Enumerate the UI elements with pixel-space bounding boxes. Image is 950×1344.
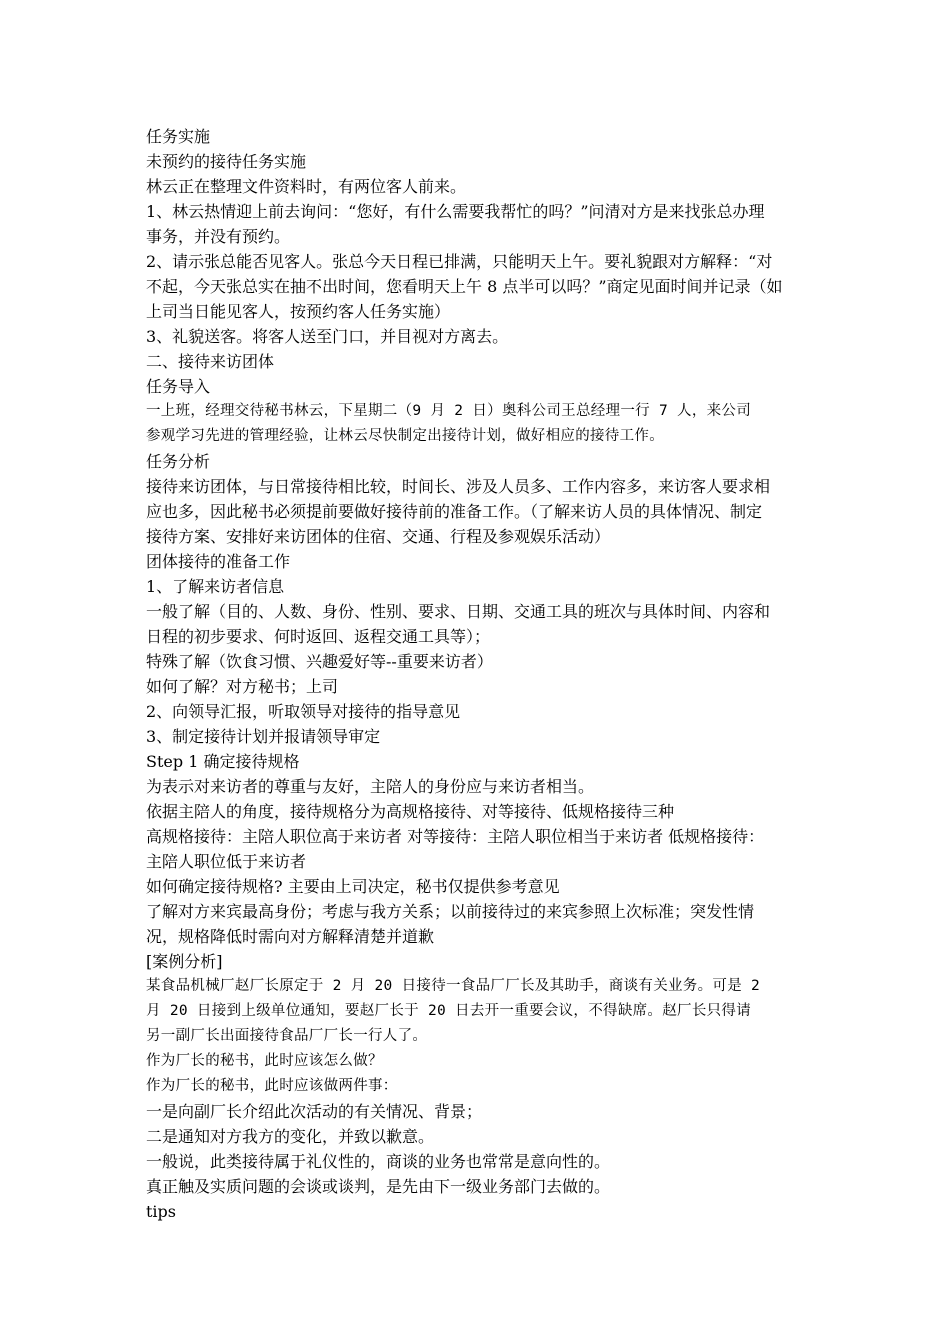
document-line: 接待方案、安排好来访团体的住宿、交通、行程及参观娱乐活动） — [146, 527, 611, 546]
document-line: 况，规格降低时需向对方解释清楚并道歉 — [146, 927, 435, 946]
document-line: 应也多，因此秘书必须提前要做好接待前的准备工作。（了解来访人员的具体情况、制定 — [146, 502, 763, 521]
document-line: 月 20 日接到上级单位通知，要赵厂长于 20 日去开一重要会议，不得缺席。赵厂长只得请 — [146, 1003, 752, 1019]
document-line: 二、接待来访团体 — [146, 352, 275, 371]
document-line: 任务实施 — [146, 127, 211, 146]
document-line: [案例分析] — [146, 952, 223, 971]
document-line: 主陪人职位低于来访者 — [146, 852, 307, 871]
document-line: 如何了解？对方秘书；上司 — [146, 677, 339, 696]
document-line: 任务导入 — [146, 377, 211, 396]
document-line: 一是向副厂长介绍此次活动的有关情况、背景； — [146, 1102, 483, 1121]
document-line: 二是通知对方我方的变化，并致以歉意。 — [146, 1127, 435, 1146]
document-line: 2、请示张总能否见客人。张总今天日程已排满，只能明天上午。要礼貌跟对方解释：“对 — [146, 252, 773, 271]
document-line: 林云正在整理文件资料时，有两位客人前来。 — [146, 177, 467, 196]
document-line: 作为厂长的秘书，此时应该做两件事： — [146, 1078, 398, 1094]
document-line: 任务分析 — [146, 452, 211, 471]
document-page — [146, 124, 806, 1224]
document-line: 3、制定接待计划并报请领导审定 — [146, 727, 381, 746]
document-line: 日程的初步要求、何时返回、返程交通工具等）； — [146, 627, 491, 646]
document-line: 不起，今天张总实在抽不出时间，您看明天上午 8 点半可以吗？”商定见面时间并记录（如 — [146, 277, 783, 296]
document-line: 3、礼貌送客。将客人送至门口，并目视对方离去。 — [146, 327, 509, 346]
document-line: 特殊了解（饮食习惯、兴趣爱好等--重要来访者） — [146, 652, 493, 671]
document-line: 作为厂长的秘书，此时应该怎么做？ — [146, 1053, 383, 1069]
document-line: 接待来访团体，与日常接待相比较，时间长、涉及人员多、工作内容多，来访客人要求相 — [146, 477, 771, 496]
document-line: 另一副厂长出面接待食品厂厂长一行人了。 — [146, 1028, 428, 1044]
document-line: 一般了解（目的、人数、身份、性别、要求、日期、交通工具的班次与具体时间、内容和 — [146, 602, 771, 621]
document-line: tips — [146, 1202, 176, 1221]
document-line: 一上班，经理交待秘书林云，下星期二（9 月 2 日）奥科公司王总经理一行 7 人，来公司 — [146, 403, 752, 419]
document-line: 未预约的接待任务实施 — [146, 152, 307, 171]
document-line: 依据主陪人的角度，接待规格分为高规格接待、对等接待、低规格接待三种 — [146, 802, 675, 821]
document-line: 真正触及实质问题的会谈或谈判，是先由下一级业务部门去做的。 — [146, 1177, 611, 1196]
document-line: 了解对方来宾最高身份；考虑与我方关系；以前接待过的来宾参照上次标准；突发性情 — [146, 902, 755, 921]
document-line: 1、了解来访者信息 — [146, 577, 285, 596]
document-line: 高规格接待：主陪人职位高于来访者 对等接待：主陪人职位相当于来访者 低规格接待： — [146, 827, 765, 846]
document-line: 团体接待的准备工作 — [146, 552, 291, 571]
document-line: 某食品机械厂赵厂长原定于 2 月 20 日接待一食品厂厂长及其助手，商谈有关业务。可是 2 — [146, 978, 761, 994]
document-line: 1、林云热情迎上前去询问：“您好，有什么需要我帮忙的吗？”问清对方是来找张总办理 — [146, 202, 765, 221]
document-line: 上司当日能见客人，按预约客人任务实施） — [146, 302, 451, 321]
document-line: 参观学习先进的管理经验，让林云尽快制定出接待计划，做好相应的接待工作。 — [146, 428, 664, 444]
document-line: 事务，并没有预约。 — [146, 227, 291, 246]
document-line: 2、向领导汇报，听取领导对接待的指导意见 — [146, 702, 461, 721]
document-line: Step 1 确定接待规格 — [146, 752, 300, 771]
document-line: 为表示对来访者的尊重与友好，主陪人的身份应与来访者相当。 — [146, 777, 595, 796]
document-line: 一般说，此类接待属于礼仪性的，商谈的业务也常常是意向性的。 — [146, 1152, 611, 1171]
document-line: 如何确定接待规格? 主要由上司决定，秘书仅提供参考意见 — [146, 877, 560, 896]
